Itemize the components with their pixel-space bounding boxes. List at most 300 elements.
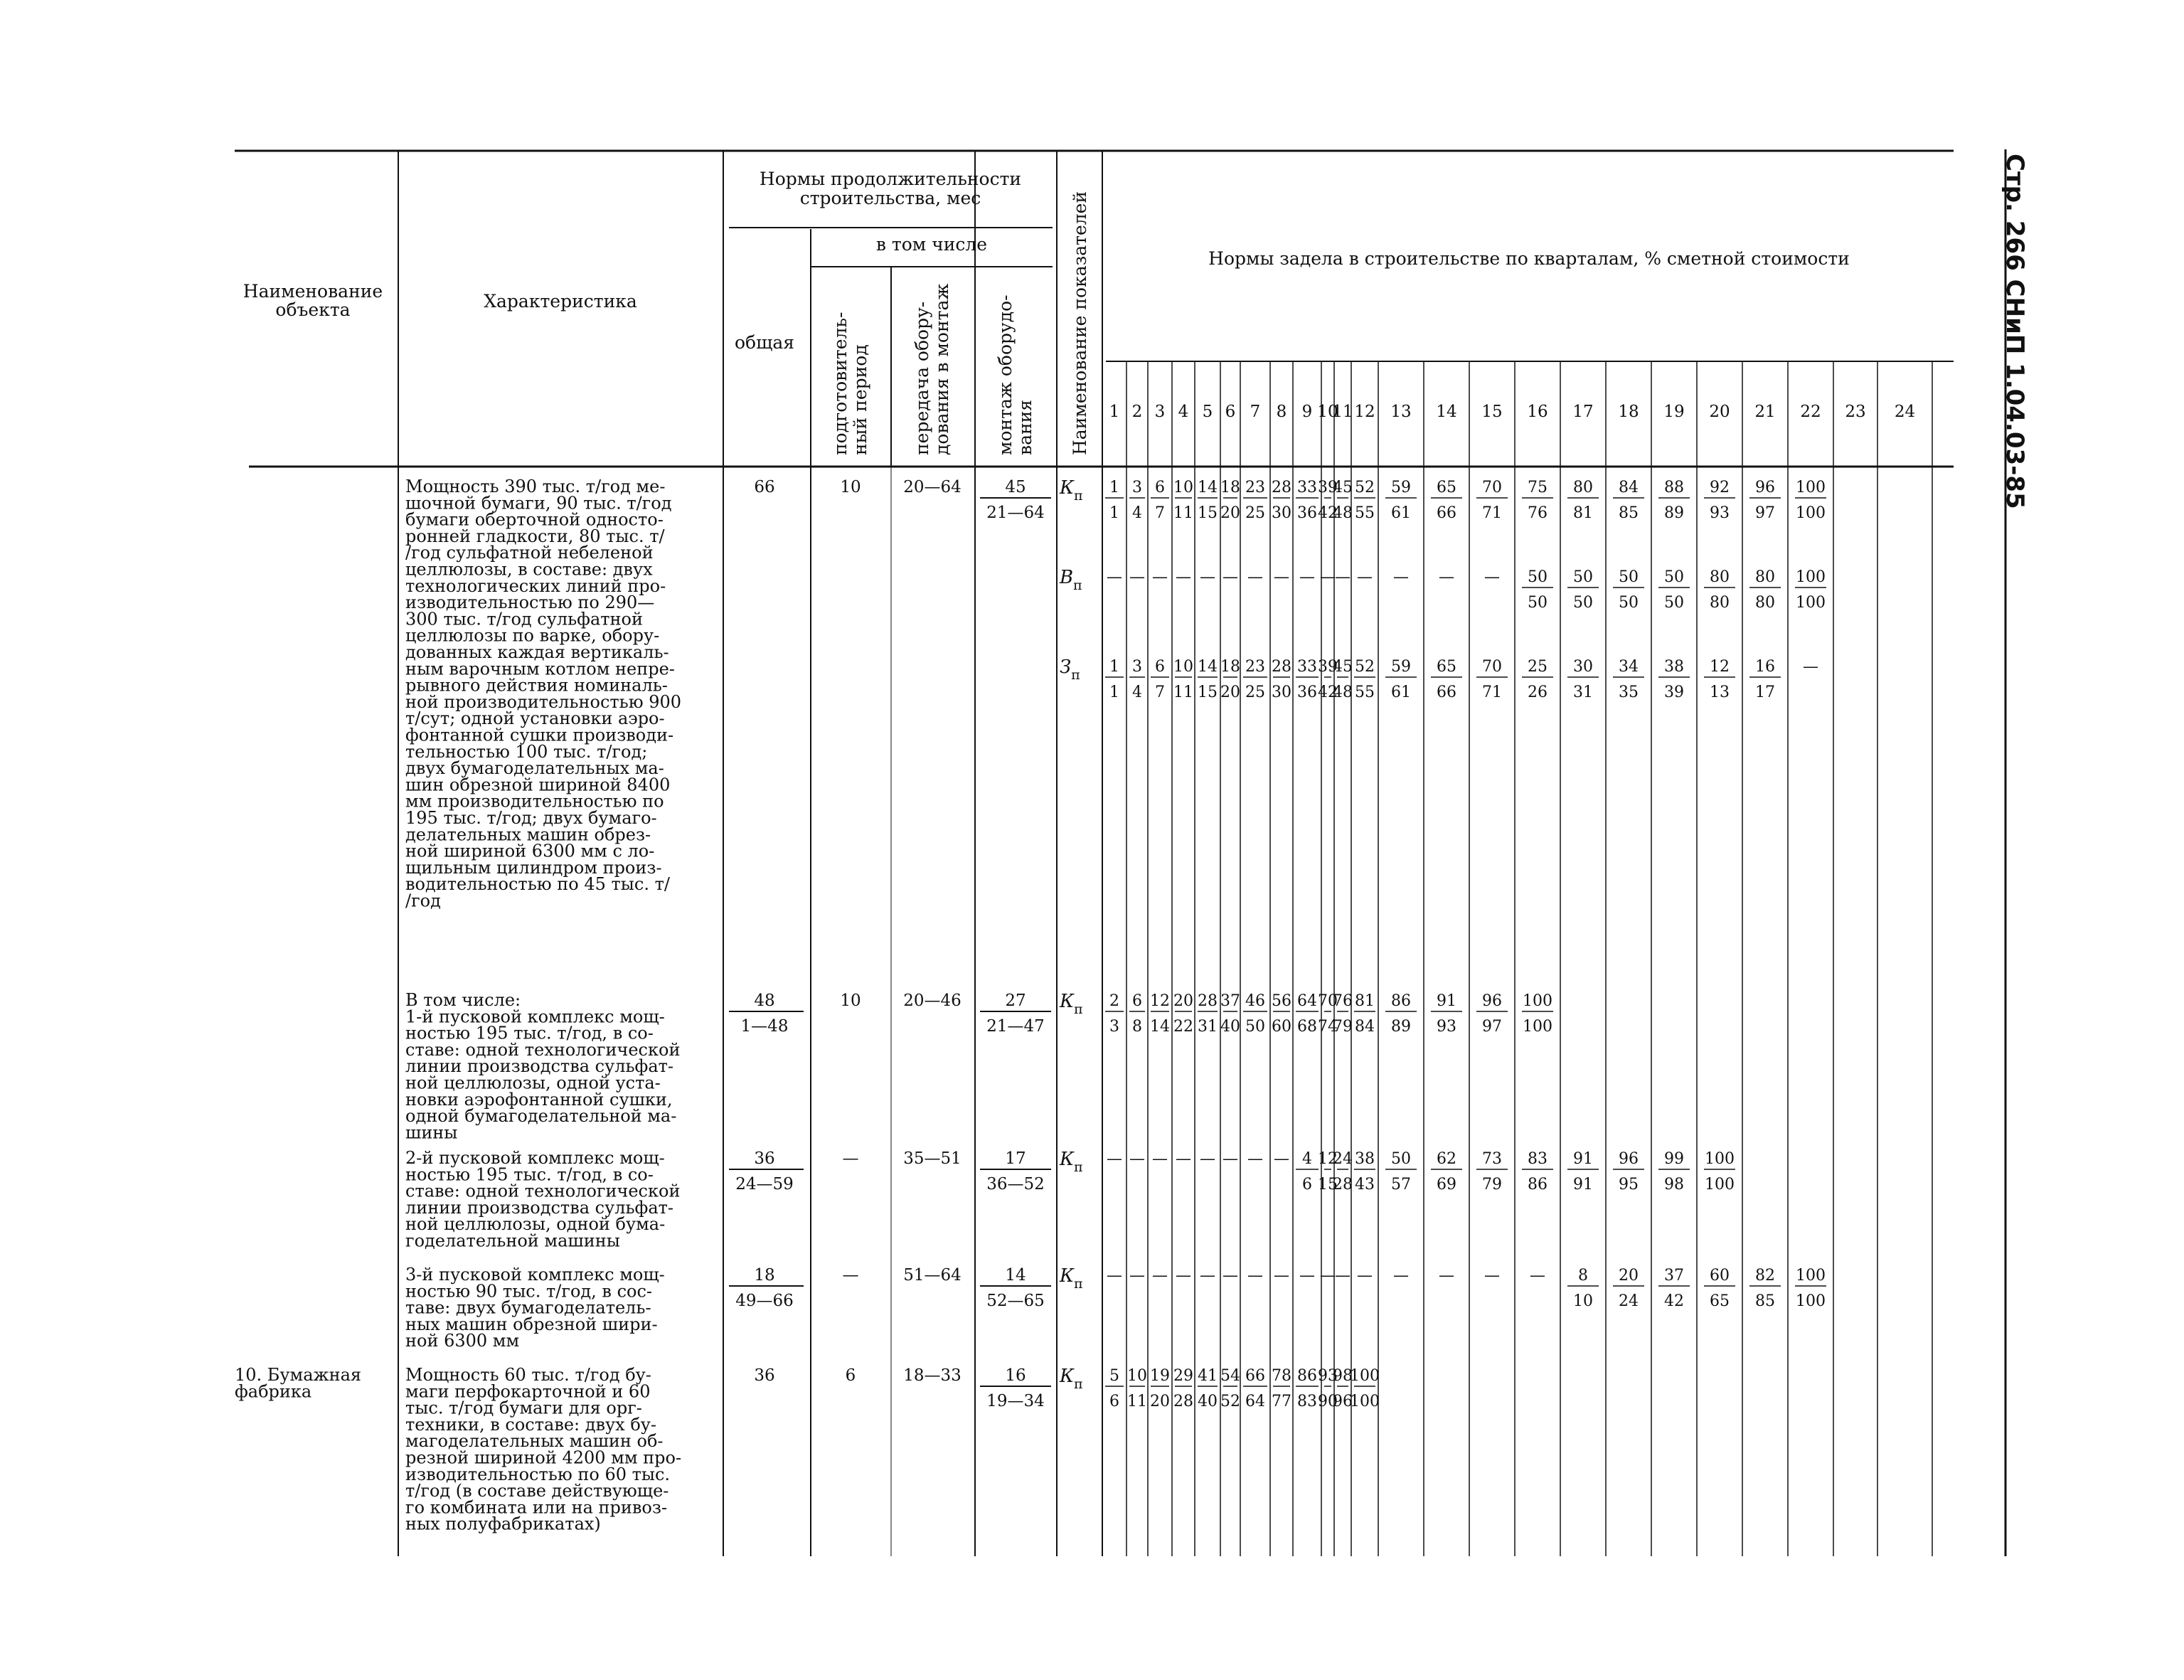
quarter-value: 86 xyxy=(1297,1367,1317,1385)
quarter-value-lower: 89 xyxy=(1391,1018,1411,1036)
quarter-value: — xyxy=(1274,568,1289,586)
header-quarter: 18 xyxy=(1618,403,1639,421)
quarter-value: 86 xyxy=(1391,992,1411,1010)
total-duration: 36 xyxy=(754,1366,775,1385)
quarter-value: — xyxy=(1176,1150,1191,1168)
quarter-value: 98 xyxy=(1333,1367,1353,1385)
quarter-value-lower: 25 xyxy=(1245,504,1265,522)
equipment-transfer: 35—51 xyxy=(903,1149,962,1168)
quarter-value: — xyxy=(1803,658,1818,676)
quarter-value: 70 xyxy=(1482,658,1502,676)
characteristic-line: ной целлюлозы, одной уста- xyxy=(405,1073,661,1093)
quarter-value: 83 xyxy=(1528,1150,1548,1168)
quarter-value: 33 xyxy=(1297,479,1317,496)
quarter-value-lower: 40 xyxy=(1198,1393,1218,1410)
quarter-value-lower: 68 xyxy=(1297,1018,1317,1036)
header-including: в том числе xyxy=(875,234,988,255)
characteristic-line: изводительностью по 60 тыс. xyxy=(405,1464,671,1484)
quarter-value: 6 xyxy=(1155,479,1165,496)
quarter-value: — xyxy=(1247,1267,1263,1285)
quarter-value-lower: 28 xyxy=(1333,1176,1353,1193)
quarter-value: 34 xyxy=(1619,658,1639,676)
characteristic-line: целлюлозы, в составе: двух xyxy=(405,559,653,580)
quarter-value: 2 xyxy=(1109,992,1119,1010)
quarter-value: 93 xyxy=(1318,1367,1338,1385)
quarter-value: — xyxy=(1335,568,1351,586)
total-duration: 48 xyxy=(754,991,775,1010)
quarter-value-lower: 42 xyxy=(1318,504,1338,522)
table-row xyxy=(405,990,1553,1142)
header-quarter: 17 xyxy=(1572,403,1594,421)
quarter-value-lower: 4 xyxy=(1132,684,1142,701)
characteristic-line: ной 6300 мм xyxy=(405,1331,520,1351)
header-quarter: 21 xyxy=(1754,403,1776,421)
characteristic-line: маги перфокарточной и 60 xyxy=(405,1381,651,1402)
quarter-value: 73 xyxy=(1482,1150,1502,1168)
quarter-value-lower: 13 xyxy=(1710,684,1730,701)
quarter-value: 96 xyxy=(1482,992,1502,1010)
quarter-value-lower: 60 xyxy=(1272,1018,1291,1036)
quarter-value-lower: 71 xyxy=(1482,684,1502,701)
prep-period: — xyxy=(842,1266,859,1285)
quarter-value: 3 xyxy=(1132,479,1142,496)
quarter-value: 12 xyxy=(1318,1150,1338,1168)
quarter-value-lower: 1 xyxy=(1109,684,1119,701)
quarter-value: 33 xyxy=(1297,658,1317,676)
quarter-value-lower: 79 xyxy=(1482,1176,1502,1193)
quarter-value-lower: 66 xyxy=(1437,504,1456,522)
header-quarter: 11 xyxy=(1332,403,1353,421)
characteristic-line: т/сут; одной установки аэро- xyxy=(405,708,665,729)
header-object: объекта xyxy=(275,299,351,320)
quarter-value-lower: 14 xyxy=(1150,1018,1170,1036)
quarter-value: — xyxy=(1393,568,1409,586)
quarter-value: 25 xyxy=(1528,658,1548,676)
quarter-value-lower: 76 xyxy=(1528,504,1548,522)
quarter-value-lower: 83 xyxy=(1297,1393,1317,1410)
quarter-value: 39 xyxy=(1318,479,1338,496)
total-duration-range: 1—48 xyxy=(740,1017,789,1036)
quarter-value: 96 xyxy=(1619,1150,1639,1168)
table-header xyxy=(243,169,1915,455)
table-body xyxy=(235,477,1826,1534)
quarter-value: 28 xyxy=(1198,992,1218,1010)
quarter-value: 6 xyxy=(1132,992,1142,1010)
quarter-value: 81 xyxy=(1355,992,1375,1010)
quarter-value-lower: 100 xyxy=(1796,1292,1826,1310)
header-quarter: 24 xyxy=(1894,403,1916,421)
equipment-install: 14 xyxy=(1005,1266,1026,1285)
header-quarter: 13 xyxy=(1390,403,1412,421)
quarter-value-lower: 91 xyxy=(1573,1176,1593,1193)
quarter-value-lower: 48 xyxy=(1333,684,1353,701)
quarter-value-lower: 55 xyxy=(1355,684,1375,701)
quarter-value: — xyxy=(1152,1267,1168,1285)
quarter-value-lower: 86 xyxy=(1528,1176,1548,1193)
quarter-value: 50 xyxy=(1619,568,1639,586)
quarter-value-lower: 100 xyxy=(1796,594,1826,612)
total-duration: 18 xyxy=(754,1266,775,1285)
quarter-value-lower: 89 xyxy=(1664,504,1684,522)
equipment-transfer: 51—64 xyxy=(903,1266,962,1285)
header-backlog: Нормы задела в строительстве по кварталам, % сметной стоимости xyxy=(1208,248,1850,269)
quarter-value: 54 xyxy=(1220,1367,1240,1385)
characteristic-line: целлюлозы по варке, обору- xyxy=(405,625,660,646)
quarter-value: 50 xyxy=(1528,568,1548,586)
quarter-value: 88 xyxy=(1664,479,1684,496)
quarter-value: 65 xyxy=(1437,479,1456,496)
quarter-value-lower: 17 xyxy=(1755,684,1775,701)
header-indicator-name: Наименование показателей xyxy=(1070,191,1090,455)
header-quarter: 22 xyxy=(1800,403,1821,421)
quarter-value-lower: 36 xyxy=(1297,684,1317,701)
quarter-value-lower: 15 xyxy=(1198,684,1218,701)
equipment-install: 45 xyxy=(1005,478,1026,496)
quarter-value: 62 xyxy=(1437,1150,1456,1168)
quarter-value: 29 xyxy=(1173,1367,1193,1385)
quarter-value: 24 xyxy=(1333,1150,1353,1168)
quarter-value: 56 xyxy=(1272,992,1291,1010)
header-object: Наименование xyxy=(243,281,383,302)
quarter-value: 45 xyxy=(1333,658,1353,676)
header-quarter: 14 xyxy=(1436,403,1457,421)
characteristic-line: резной шириной 4200 мм про- xyxy=(405,1447,682,1468)
header-quarter: 16 xyxy=(1527,403,1548,421)
quarter-value: — xyxy=(1484,1267,1500,1285)
quarter-value-lower: 35 xyxy=(1619,684,1639,701)
header-prep-period: подготовитель- xyxy=(830,312,851,455)
quarter-value-lower: 10 xyxy=(1573,1292,1593,1310)
quarter-value-lower: 48 xyxy=(1333,504,1353,522)
header-quarter: 6 xyxy=(1225,403,1236,421)
characteristic-line: новки аэрофонтанной сушки, xyxy=(405,1089,673,1110)
quarter-value: — xyxy=(1439,568,1454,586)
characteristic-line: 3-й пусковой комплекс мощ- xyxy=(405,1265,665,1285)
header-total: общая xyxy=(734,332,795,353)
characteristic-line: годелательной машины xyxy=(405,1230,620,1251)
quarter-value-lower: 80 xyxy=(1755,594,1775,612)
quarter-value: 91 xyxy=(1573,1150,1593,1168)
quarter-value-lower: 85 xyxy=(1755,1292,1775,1310)
quarter-value: 70 xyxy=(1482,479,1502,496)
characteristic-line: ным варочным котлом непре- xyxy=(405,659,675,679)
quarter-value: 38 xyxy=(1664,658,1684,676)
characteristic-line: двух бумагоделательных ма- xyxy=(405,758,664,779)
header-prep-period: ный период xyxy=(850,344,870,455)
object-name: фабрика xyxy=(235,1381,312,1402)
indicator-label: $К_п$ xyxy=(1060,1265,1083,1292)
quarter-value-lower: 8 xyxy=(1132,1018,1142,1036)
quarter-value-lower: 84 xyxy=(1355,1018,1375,1036)
quarter-value: 50 xyxy=(1664,568,1684,586)
quarter-value: — xyxy=(1247,1150,1263,1168)
header-quarter: 15 xyxy=(1481,403,1503,421)
quarter-value: 3 xyxy=(1132,658,1142,676)
characteristic-line: одной бумагоделательной ма- xyxy=(405,1106,677,1127)
quarter-value: 18 xyxy=(1220,479,1240,496)
quarter-value: — xyxy=(1393,1267,1409,1285)
quarter-value: — xyxy=(1320,1267,1336,1285)
quarter-value: 4 xyxy=(1302,1150,1312,1168)
quarter-value: 52 xyxy=(1355,479,1375,496)
quarter-value-lower: 100 xyxy=(1350,1393,1380,1410)
quarter-value: 1 xyxy=(1109,658,1119,676)
equipment-transfer: 20—64 xyxy=(903,478,962,496)
equipment-install: 27 xyxy=(1005,991,1026,1010)
quarter-value-lower: 43 xyxy=(1355,1176,1375,1193)
quarter-value: 78 xyxy=(1272,1367,1291,1385)
quarter-value: 14 xyxy=(1198,658,1218,676)
quarter-value: 60 xyxy=(1710,1267,1730,1285)
equipment-transfer: 20—46 xyxy=(903,991,962,1010)
quarter-value-lower: 66 xyxy=(1437,684,1456,701)
quarter-value: 41 xyxy=(1198,1367,1218,1385)
quarter-value: 80 xyxy=(1573,479,1593,496)
quarter-value-lower: 3 xyxy=(1109,1018,1119,1036)
quarter-value: 84 xyxy=(1619,479,1639,496)
equipment-install-range: 19—34 xyxy=(986,1392,1045,1410)
quarter-value: — xyxy=(1222,1267,1238,1285)
characteristic-line: магоделательных машин об- xyxy=(405,1431,664,1452)
quarter-value-lower: 77 xyxy=(1272,1393,1291,1410)
characteristic-line: ронней гладкости, 80 тыс. т/ xyxy=(405,526,665,546)
quarter-value-lower: 93 xyxy=(1437,1018,1456,1036)
quarter-value: 37 xyxy=(1220,992,1240,1010)
quarter-value: 52 xyxy=(1355,658,1375,676)
quarter-value: — xyxy=(1222,568,1238,586)
quarter-value: 50 xyxy=(1391,1150,1411,1168)
quarter-value: 10 xyxy=(1173,479,1193,496)
characteristic-line: линии производства сульфат- xyxy=(405,1056,674,1077)
characteristic-line: го комбината или на привоз- xyxy=(405,1497,668,1518)
quarter-value-lower: 80 xyxy=(1710,594,1730,612)
quarter-value-lower: 6 xyxy=(1302,1176,1312,1193)
quarter-value-lower: 7 xyxy=(1155,684,1165,701)
quarter-value: 30 xyxy=(1573,658,1593,676)
header-characteristic: Характеристика xyxy=(484,291,637,312)
equipment-install: 17 xyxy=(1005,1149,1026,1168)
quarter-value: 100 xyxy=(1796,568,1826,586)
quarter-value: — xyxy=(1200,1150,1215,1168)
quarter-value: 100 xyxy=(1705,1150,1735,1168)
quarter-value-lower: 24 xyxy=(1619,1292,1639,1310)
quarter-value-lower: 61 xyxy=(1391,684,1411,701)
quarter-value: 23 xyxy=(1245,658,1265,676)
quarter-value: 1 xyxy=(1109,479,1119,496)
quarter-value-lower: 11 xyxy=(1127,1393,1147,1410)
quarter-value: — xyxy=(1222,1150,1238,1168)
quarter-value: — xyxy=(1129,1150,1145,1168)
quarter-value: 14 xyxy=(1198,479,1218,496)
indicator-label: $К_п$ xyxy=(1060,991,1083,1017)
characteristic-line: рывного действия номиналь- xyxy=(405,675,668,696)
characteristic-line: /год xyxy=(405,890,441,911)
quarter-value: 59 xyxy=(1391,658,1411,676)
page-label: Стр. 266 СНиП 1.04.03-85 xyxy=(2001,154,2029,509)
characteristic-line: шочной бумаги, 90 тыс. т/год xyxy=(405,493,672,514)
quarter-value: 50 xyxy=(1573,568,1593,586)
quarter-value: 38 xyxy=(1355,1150,1375,1168)
prep-period: 10 xyxy=(840,991,861,1010)
quarter-value-lower: 64 xyxy=(1245,1393,1265,1410)
characteristic-line: технологических линий про- xyxy=(405,575,666,596)
quarter-value-lower: 36 xyxy=(1297,504,1317,522)
quarter-value-lower: 20 xyxy=(1150,1393,1170,1410)
characteristic-line: 1-й пусковой комплекс мощ- xyxy=(405,1006,665,1027)
quarter-value: 66 xyxy=(1245,1367,1265,1385)
header-quarter: 10 xyxy=(1317,403,1338,421)
quarter-value-lower: 11 xyxy=(1173,684,1193,701)
header-quarter: 4 xyxy=(1178,403,1189,421)
equipment-install-range: 36—52 xyxy=(986,1175,1045,1193)
header-equipment-install: вания xyxy=(1015,399,1035,455)
quarter-value: — xyxy=(1320,568,1336,586)
quarter-value-lower: 85 xyxy=(1619,504,1639,522)
total-duration-range: 49—66 xyxy=(735,1292,794,1310)
quarter-value: 70 xyxy=(1318,992,1338,1010)
quarter-value: 96 xyxy=(1755,479,1775,496)
indicator-label: $В_п$ xyxy=(1060,567,1082,593)
quarter-value-lower: 20 xyxy=(1220,504,1240,522)
equipment-transfer: 18—33 xyxy=(903,1366,962,1385)
table-row xyxy=(405,1148,1735,1251)
equipment-install: 16 xyxy=(1005,1366,1026,1385)
header-equipment-install: монтаж оборудо- xyxy=(995,294,1016,455)
characteristic-line: ной целлюлозы, одной бума- xyxy=(405,1214,666,1235)
quarter-value: 37 xyxy=(1664,1267,1684,1285)
quarter-value: — xyxy=(1335,1267,1351,1285)
characteristic-line: изводительностью по 290— xyxy=(405,592,655,613)
characteristic-line: мм производительностью по xyxy=(405,791,664,812)
quarter-value-lower: 26 xyxy=(1528,684,1548,701)
quarter-value-lower: 57 xyxy=(1391,1176,1411,1193)
equipment-install-range: 21—64 xyxy=(986,504,1045,522)
characteristic-line: ностью 195 тыс. т/год, в со- xyxy=(405,1164,654,1185)
header-quarter: 23 xyxy=(1845,403,1866,421)
quarter-value: 23 xyxy=(1245,479,1265,496)
characteristic-line: щильным цилиндром произ- xyxy=(405,857,662,878)
quarter-value-lower: 30 xyxy=(1272,504,1291,522)
quarter-value: 10 xyxy=(1127,1367,1147,1385)
quarter-value: — xyxy=(1299,568,1315,586)
quarter-value: 76 xyxy=(1333,992,1353,1010)
quarter-value-lower: 50 xyxy=(1528,594,1548,612)
characteristic-line: фонтанной сушки производи- xyxy=(405,725,674,745)
quarter-value: 28 xyxy=(1272,479,1291,496)
header-quarter: 5 xyxy=(1202,403,1213,421)
quarter-value-lower: 79 xyxy=(1333,1018,1353,1036)
characteristic-line: В том числе: xyxy=(405,990,521,1010)
quarter-value: 39 xyxy=(1318,658,1338,676)
header-equipment-transfer: передача обору- xyxy=(912,301,932,455)
quarter-value: 45 xyxy=(1333,479,1353,496)
quarter-value: 65 xyxy=(1437,658,1456,676)
characteristic-line: ностью 90 тыс. т/год, в сос- xyxy=(405,1281,653,1302)
quarter-value-lower: 90 xyxy=(1318,1393,1338,1410)
quarter-value: 46 xyxy=(1245,992,1265,1010)
quarter-value-lower: 7 xyxy=(1155,504,1165,522)
header-duration: Нормы продолжительности xyxy=(759,169,1022,189)
quarter-value-lower: 50 xyxy=(1245,1018,1265,1036)
quarter-value: 100 xyxy=(1523,992,1552,1010)
indicator-label: $К_п$ xyxy=(1060,477,1083,504)
total-duration: 36 xyxy=(754,1149,775,1168)
quarter-value-lower: 50 xyxy=(1573,594,1593,612)
quarter-value-lower: 1 xyxy=(1109,504,1119,522)
characteristic-line: /год сульфатной небеленой xyxy=(405,543,654,563)
quarter-value-lower: 50 xyxy=(1619,594,1639,612)
quarter-value-lower: 100 xyxy=(1796,504,1826,522)
characteristic-line: 300 тыс. т/год сульфатной xyxy=(405,609,643,629)
quarter-value-lower: 31 xyxy=(1198,1018,1218,1036)
header-quarter: 20 xyxy=(1709,403,1730,421)
quarter-value-lower: 71 xyxy=(1482,504,1502,522)
table-row xyxy=(405,1265,1826,1351)
quarter-value-lower: 28 xyxy=(1173,1393,1193,1410)
quarter-value-lower: 42 xyxy=(1664,1292,1684,1310)
quarter-value: — xyxy=(1274,1150,1289,1168)
quarter-value: — xyxy=(1176,568,1191,586)
quarter-value-lower: 22 xyxy=(1173,1018,1193,1036)
quarter-value: 20 xyxy=(1619,1267,1639,1285)
header-quarter: 12 xyxy=(1354,403,1375,421)
header-quarter: 19 xyxy=(1663,403,1685,421)
characteristic-line: ставе: одной технологической xyxy=(405,1039,681,1060)
quarter-value-lower: 40 xyxy=(1220,1018,1240,1036)
indicator-label: $З_п$ xyxy=(1060,656,1080,683)
quarter-value-lower: 69 xyxy=(1437,1176,1456,1193)
indicator-label: $К_п$ xyxy=(1060,1149,1083,1175)
characteristic-line: шины xyxy=(405,1122,458,1143)
quarter-value: — xyxy=(1357,1267,1373,1285)
characteristic-line: техники, в составе: двух бу- xyxy=(405,1414,657,1435)
header-quarter: 8 xyxy=(1276,403,1287,421)
header-equipment-transfer: дования в монтаж xyxy=(932,283,952,455)
quarter-value: 92 xyxy=(1710,479,1730,496)
quarter-value-lower: 11 xyxy=(1173,504,1193,522)
characteristic-line: ной производительностью 900 xyxy=(405,691,682,712)
equipment-install-range: 21—47 xyxy=(986,1017,1045,1036)
quarter-value-lower: 20 xyxy=(1220,684,1240,701)
quarter-value: 5 xyxy=(1109,1367,1119,1385)
quarter-value: 20 xyxy=(1173,992,1193,1010)
quarter-value: — xyxy=(1129,568,1145,586)
quarter-value: — xyxy=(1200,1267,1215,1285)
object-name: 10. Бумажная xyxy=(235,1365,362,1385)
quarter-value: — xyxy=(1107,1267,1122,1285)
quarter-value-lower: 25 xyxy=(1245,684,1265,701)
quarter-value-lower: 100 xyxy=(1523,1018,1552,1036)
quarter-value-lower: 97 xyxy=(1482,1018,1502,1036)
characteristic-line: ностью 195 тыс. т/год, в со- xyxy=(405,1023,654,1043)
quarter-value: 99 xyxy=(1664,1150,1684,1168)
quarter-value-lower: 39 xyxy=(1664,684,1684,701)
quarter-value-lower: 50 xyxy=(1664,594,1684,612)
quarter-value: — xyxy=(1247,568,1263,586)
table-row xyxy=(405,477,1826,911)
quarter-value-lower: 4 xyxy=(1132,504,1142,522)
quarter-value-lower: 96 xyxy=(1333,1393,1353,1410)
quarter-value-lower: 65 xyxy=(1710,1292,1730,1310)
quarter-value: — xyxy=(1107,568,1122,586)
quarter-value: 75 xyxy=(1528,479,1548,496)
quarter-value-lower: 93 xyxy=(1710,504,1730,522)
quarter-value-lower: 81 xyxy=(1573,504,1593,522)
quarter-value: 80 xyxy=(1755,568,1775,586)
quarter-value-lower: 52 xyxy=(1220,1393,1240,1410)
quarter-value-lower: 30 xyxy=(1272,684,1291,701)
table-row xyxy=(235,1365,1380,1534)
